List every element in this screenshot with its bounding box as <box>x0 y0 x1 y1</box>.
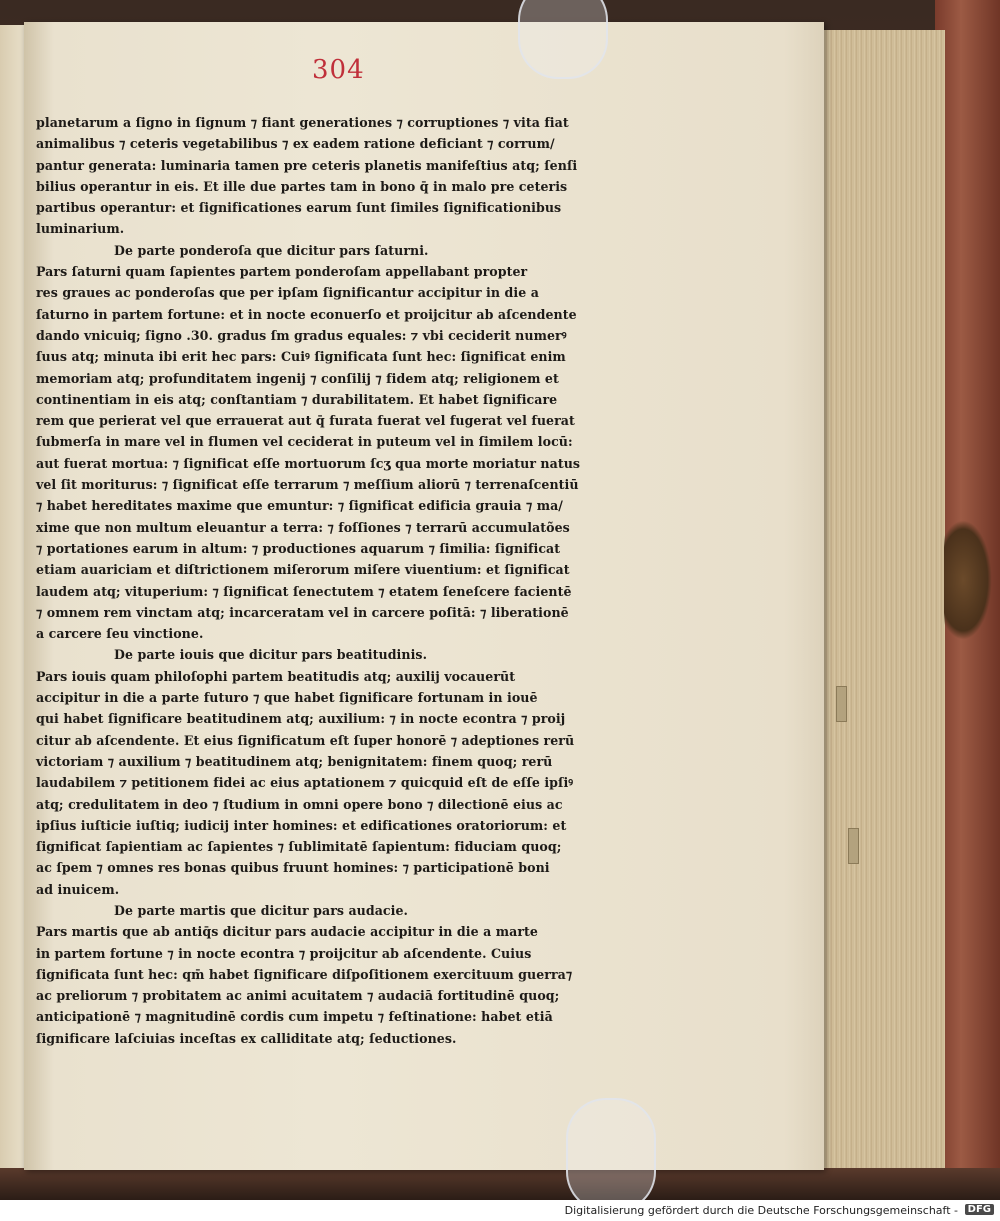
funding-footer <box>0 1200 1000 1221</box>
section-heading: De parte iouis que dicitur pars beatitudinis. <box>114 647 428 663</box>
text-line: victoriam ⁊ auxilium ⁊ beatitudinem atq; benignitatem: finem quoq; rerū <box>36 753 553 769</box>
text-line: bilius operantur in eis. Et ille due partes tam in bono q̄ in malo pre ceteris <box>36 178 568 194</box>
binding-bottom <box>0 1168 1000 1200</box>
text-line: partibus operantur: et ſignificationes earum ſunt ſimiles ſignificationibus <box>36 200 562 216</box>
text-line: pantur generata: luminaria tamen pre ceteris planetis manifeſtius atq; ſenſi <box>36 157 578 173</box>
text-line: ſaturno in partem fortune: et in nocte econuerſo et proijcitur ab aſcendente <box>36 306 577 322</box>
text-line: a carcere ſeu vinctione. <box>36 626 204 642</box>
text-line: qui habet ſignificare beatitudinem atq; auxilium: ⁊ in nocte econtra ⁊ proij <box>36 711 566 727</box>
text-line: animalibus ⁊ ceteris vegetabilibus ⁊ ex eadem ratione deficiant ⁊ corrum/ <box>36 136 555 152</box>
page-marker <box>848 828 859 864</box>
text-line: accipitur in die a parte futuro ⁊ que habet ſignificare fortunam in iouē <box>36 690 538 706</box>
text-line: res graues ac ponderoſas que per ipſam ſignificantur accipitur in die a <box>36 285 539 301</box>
page-clip-bottom <box>566 1098 656 1200</box>
text-line: planetarum a ſigno in ſignum ⁊ fiant generationes ⁊ corruptiones ⁊ vita fiat <box>36 115 569 130</box>
dfg-logo: DFG <box>965 1204 994 1215</box>
text-line: citur ab aſcendente. Et eius ſignificatum eſt ſuper honorē ⁊ adeptiones rerū <box>36 732 575 748</box>
text-line: memoriam atq; profunditatem ingenij ⁊ conſilij ⁊ fidem atq; religionem et <box>36 370 559 386</box>
text-line: aut fuerat mortua: ⁊ ſignificat eſſe mortuorum ſcʒ qua morte moriatur natus <box>36 455 581 471</box>
text-line: ſignificat ſapientiam ac ſapientes ⁊ ſublimitatē ſapientum: fiduciam quoq; <box>36 839 562 855</box>
page-clip-top <box>518 0 608 79</box>
text-line: continentiam in eis atq; conſtantiam ⁊ durabilitatem. Et habet ſignificare <box>36 391 558 407</box>
text-block <box>36 112 616 1049</box>
text-line: etiam auariciam et diſtrictionem miſerorum miſere viuentium: et ſignificat <box>36 562 570 578</box>
facing-page-edge <box>0 25 25 1168</box>
text-line: dando vnicuiq; ſigno .30. gradus ſm gradus equales: ⁊ vbi ceciderit numerꝰ <box>36 327 567 343</box>
footer-text: Digitalisierung gefördert durch die Deutsche Forschungsgemeinschaft - <box>564 1204 958 1217</box>
page-block-edges <box>822 30 945 1170</box>
page-marker <box>836 686 847 722</box>
text-line: ſignificare laſciuias inceſtas ex calliditate atq; ſeductiones. <box>36 1030 457 1046</box>
section-heading: De parte martis que dicitur pars audacie. <box>114 902 408 918</box>
text-line: ipſius iuſticie iuſtiq; iudicij inter homines: et edificationes oratoriorum: et <box>36 817 567 833</box>
text-line: ac preliorum ⁊ probitatem ac animi acuitatem ⁊ audaciā fortitudinē quoq; <box>36 988 560 1004</box>
text-line: luminarium. <box>36 221 125 237</box>
text-line: Pars martis que ab antiq̄s dicitur pars audacie accipitur in die a marte <box>36 924 538 940</box>
text-line: anticipationē ⁊ magnitudinē cordis cum impetu ⁊ feſtinatione: habet etiā <box>36 1009 553 1025</box>
text-line: ſubmerſa in mare vel in flumen vel ceciderat in puteum vel in ſimilem locū: <box>36 434 573 450</box>
text-line: Pars ſaturni quam ſapientes partem ponderoſam appellabant propter <box>36 264 528 280</box>
text-line: ⁊ omnem rem vinctam atq; incarceratam vel in carcere poſitā: ⁊ liberationē <box>36 604 569 620</box>
text-line: xime que non multum eleuantur a terra: ⁊ foſſiones ⁊ terrarū accumulatões <box>36 519 570 535</box>
text-line: Pars iouis quam philoſophi partem beatitudis atq; auxilij vocauerūt <box>36 668 516 684</box>
page-number: 304 <box>312 55 365 85</box>
text-line: ac ſpem ⁊ omnes res bonas quibus fruunt homines: ⁊ participationē boni <box>36 860 550 876</box>
section-heading: De parte ponderoſa que dicitur pars ſaturni. <box>114 242 429 258</box>
text-line: ⁊ habet hereditates maxime que emuntur: ⁊ ſignificat edificia grauia ⁊ ma/ <box>36 498 563 514</box>
text-line: laudabilem ⁊ petitionem fidei ac eius aptationem ⁊ quicquid eſt de eſſe ipſiꝰ <box>36 775 574 791</box>
text-line: vel ſit moriturus: ⁊ ſignificat eſſe terrarum ⁊ meſſium aliorū ⁊ terrenaſcentiū <box>36 477 579 493</box>
text-line: ⁊ portationes earum in altum: ⁊ productiones aquarum ⁊ ſimilia: ſignificat <box>36 540 561 556</box>
text-line: ad inuicem. <box>36 881 120 897</box>
text-line: rem que perierat vel que errauerat aut q̄ furata fuerat vel fugerat vel fuerat <box>36 413 575 429</box>
text-line: atq; credulitatem in deo ⁊ ſtudium in omni opere bono ⁊ dilectionē eius ac <box>36 796 563 812</box>
leather-tab <box>944 520 992 640</box>
text-line: ſuus atq; minuta ibi erit hec pars: Cuiꝰ ſignificata ſunt hec: ſignificat enim <box>36 349 566 365</box>
text-line: in partem fortune ⁊ in nocte econtra ⁊ proijcitur ab aſcendente. Cuius <box>36 945 532 961</box>
text-line: ſignificata ſunt hec: qm̄ habet ſignificare diſpoſitionem exercituum guerra⁊ <box>36 966 573 982</box>
text-line: laudem atq; vituperium: ⁊ ſignificat ſenectutem ⁊ etatem ſeneſcere facientē <box>36 583 572 599</box>
